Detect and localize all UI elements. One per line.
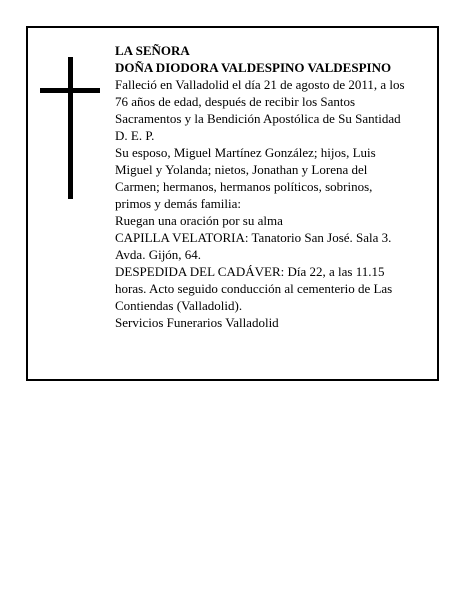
notice-line: Contiendas (Valladolid). — [115, 298, 243, 313]
cross-horizontal-bar — [40, 88, 100, 93]
notice-line: horas. Acto seguido conducción al cementerio de Las — [115, 281, 393, 296]
chapel-line: CAPILLA VELATORIA: Tanatorio San José. Sala 3. — [115, 230, 392, 245]
obituary-notice — [26, 26, 439, 381]
notice-line: Sacramentos y la Bendición Apostólica de Su Santidad — [115, 111, 401, 126]
notice-line: Falleció en Valladolid el día 21 de agosto de 2011, a los — [115, 77, 405, 92]
deceased-name: DOÑA DIODORA VALDESPINO VALDESPINO — [115, 60, 392, 75]
prayer-line: Ruegan una oración por su alma — [115, 213, 283, 228]
notice-line: Carmen; hermanos, hermanos políticos, sobrinos, — [115, 179, 373, 194]
farewell-line: DESPEDIDA DEL CADÁVER: Día 22, a las 11.15 — [115, 264, 385, 279]
notice-title-line-1: LA SEÑORA — [115, 43, 190, 58]
chapel-address-line: Avda. Gijón, 64. — [115, 247, 202, 262]
cross-icon — [40, 57, 100, 199]
notice-line: 76 años de edad, después de recibir los Santos — [115, 94, 356, 109]
cross-vertical-bar — [68, 57, 73, 199]
notice-line: Miguel y Yolanda; nietos, Jonathan y Lorena del — [115, 162, 368, 177]
funeral-services-line: Servicios Funerarios Valladolid — [115, 315, 279, 330]
notice-line: primos y demás familia: — [115, 196, 242, 211]
notice-text — [115, 42, 433, 331]
rip-line: D. E. P. — [115, 128, 155, 143]
notice-line: Su esposo, Miguel Martínez González; hijos, Luis — [115, 145, 376, 160]
